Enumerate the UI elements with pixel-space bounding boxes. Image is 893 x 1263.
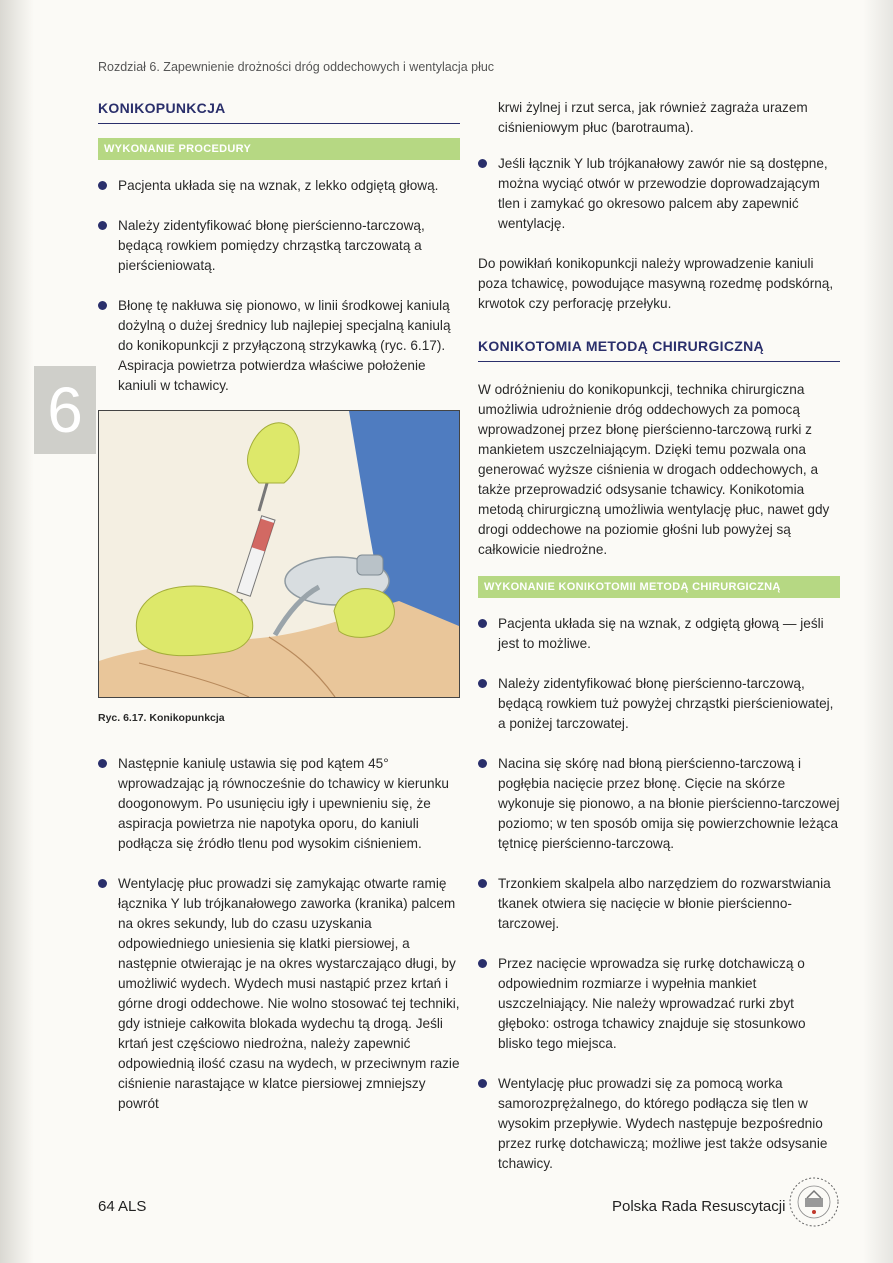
intro-paragraph: W odróżnieniu do konikopunkcji, technika chirurgiczna umożliwia udrożnienie dróg oddechowych za pomocą wprowadzonej przez błonę pierścienno-tarczową rurki z mankietem uszczelniającym. Dzięki temu pozwala ona generować wyższe ciśnienia w drogach oddechowych, a także przeprowadzić odsysanie tchawicy. Konikotomia metodą chirurgiczną umożliwia wentylację płuc, nawet gdy drogi oddechowe na poziomie głośni lub powyżej są całkowicie niedrożne. [478, 382, 830, 557]
list-item: Następnie kaniulę ustawia się pod kątem 45° wprowadzając ją równocześnie do tchawicy w kierunku doogonowym. Po usunięciu igły i upewnieniu się, że aspiracja powietrza nie napotyka oporu, do kaniuli podłącza się źródło tlenu pod wysokim ciśnieniem. [98, 754, 460, 854]
right-column [478, 98, 840, 1194]
left-column [98, 98, 460, 1134]
procedure-bar: WYKONANIE PROCEDURY [98, 138, 460, 160]
list-item: Trzonkiem skalpela albo narzędziem do rozwarstwiania tkanek otwiera się nacięcie w błonie pierścienno-tarczowej. [478, 874, 840, 934]
cricothyrotomy-illustration [99, 411, 459, 697]
complications-paragraph: Do powikłań konikopunkcji należy wprowadzenie kaniuli poza tchawicę, powodujące masywną rozedmę podskórną, krwotok czy perforację przełyku. [478, 256, 834, 311]
list-item: Nacina się skórę nad błoną pierścienno-tarczową i pogłębia nacięcie przez błonę. Cięcie na skórze wykonuje się pionowo, a na błonie pierścienno-tarczowej poziomo; w ten sposób omija się powierzchownie leżąca tętnicę pierścienno-tarczową. [478, 754, 840, 854]
list-item: Wentylację płuc prowadzi się zamykając otwarte ramię łącznika Y lub trójkanałowego zaworka (kranika) palcem na okres sekundy, lub do czasu uzyskania odpowiedniego uniesienia się klatki piersiowej, a następnie otwierając je na okres wystarczająco długi, by umożliwić wydech. Wydech musi nastąpić przez krtań i górne drogi oddechowe. Nie wolno stosować tej techniki, gdy istnieje całkowita blokada wydechu tą drogą. Jeśli krtań jest częściowo niedrożna, należy zapewnić odpowiednią ilość czasu na wydech, w przeciwnym razie ciśnienie narastające w klatce piersiowej zmniejszy powrót [98, 874, 460, 1114]
publisher-name: Polska Rada Resuscytacji [612, 1198, 786, 1215]
list-item: Pacjenta układa się na wznak, z odgiętą głową — jeśli jest to możliwe. [478, 614, 840, 654]
list-item: Wentylację płuc prowadzi się za pomocą worka samorozprężalnego, do którego podłącza się tlen w wysokim przepływie. Wydech następuje bezpośrednio przez rurkę dotchawiczą; możliwe jest także odsysanie tchawicy. [478, 1074, 840, 1174]
list-item: Błonę tę nakłuwa się pionowo, w linii środkowej kaniulą dożylną o dużej średnicy lub najlepiej specjalną kaniulą do konikopunkcji z przyłączoną strzykawką (ryc. 6.17). Aspiracja powietrza potwierdza właściwe położenie kaniuli w tchawicy. [98, 296, 460, 396]
section-title-konikotomia: KONIKOTOMIA METODĄ CHIRURGICZNĄ [478, 336, 840, 362]
page-number: 64 ALS [98, 1198, 147, 1215]
list-item: Należy zidentyfikować błonę pierścienno-tarczową, będącą rowkiem pomiędzy chrząstką tarczowatą a pierścieniowatą. [98, 216, 460, 276]
chapter-thumb-tab: 6 [34, 366, 96, 454]
glove-hand-left [136, 586, 252, 656]
bullet-list-surgical [478, 614, 840, 1174]
bullet-list-top [98, 176, 460, 396]
list-item: Jeśli łącznik Y lub trójkanałowy zawór nie są dostępne, można wyciąć otwór w przewodzie doprowadzającym tlen i zamykać go okresowo palcem aby zapewnić wentylację. [478, 154, 840, 234]
list-item: Należy zidentyfikować błonę pierścienno-tarczową, będącą rowkiem tuż powyżej chrząstki pierścieniowatej, a poniżej tarczowatej. [478, 674, 840, 734]
list-item: Przez nacięcie wprowadza się rurkę dotchawiczą o odpowiednim rozmiarze i wypełnia mankiet uszczelniający. Nie należy wprowadzać rurki zbyt głęboko: ostroga tchawicy znajduje się stosunkowo blisko tego miejsca. [478, 954, 840, 1054]
page-edge-shadow [863, 0, 893, 1263]
figure-konikopunkcja [98, 410, 460, 698]
bullet-list-bottom [98, 754, 460, 1114]
section-title-konikopunkcja: KONIKOPUNKCJA [98, 98, 460, 124]
prc-logo-icon [788, 1176, 840, 1228]
page-binding-shadow [0, 0, 34, 1263]
running-header: Rozdział 6. Zapewnienie drożności dróg oddechowych i wentylacja płuc [98, 60, 495, 74]
procedure-bar-surgical: WYKONANIE KONIKOTOMII METODĄ CHIRURGICZNĄ [478, 576, 840, 598]
bullet-list-y-connector [478, 154, 840, 234]
continuation-text: krwi żylnej i rzut serca, jak również zagraża urazem ciśnieniowym płuc (barotrauma). [498, 100, 808, 135]
list-item: Pacjenta układa się na wznak, z lekko odgiętą głową. [98, 176, 460, 196]
glove-hand-right [334, 589, 394, 638]
figure-caption: Ryc. 6.17. Konikopunkcja [98, 712, 225, 724]
